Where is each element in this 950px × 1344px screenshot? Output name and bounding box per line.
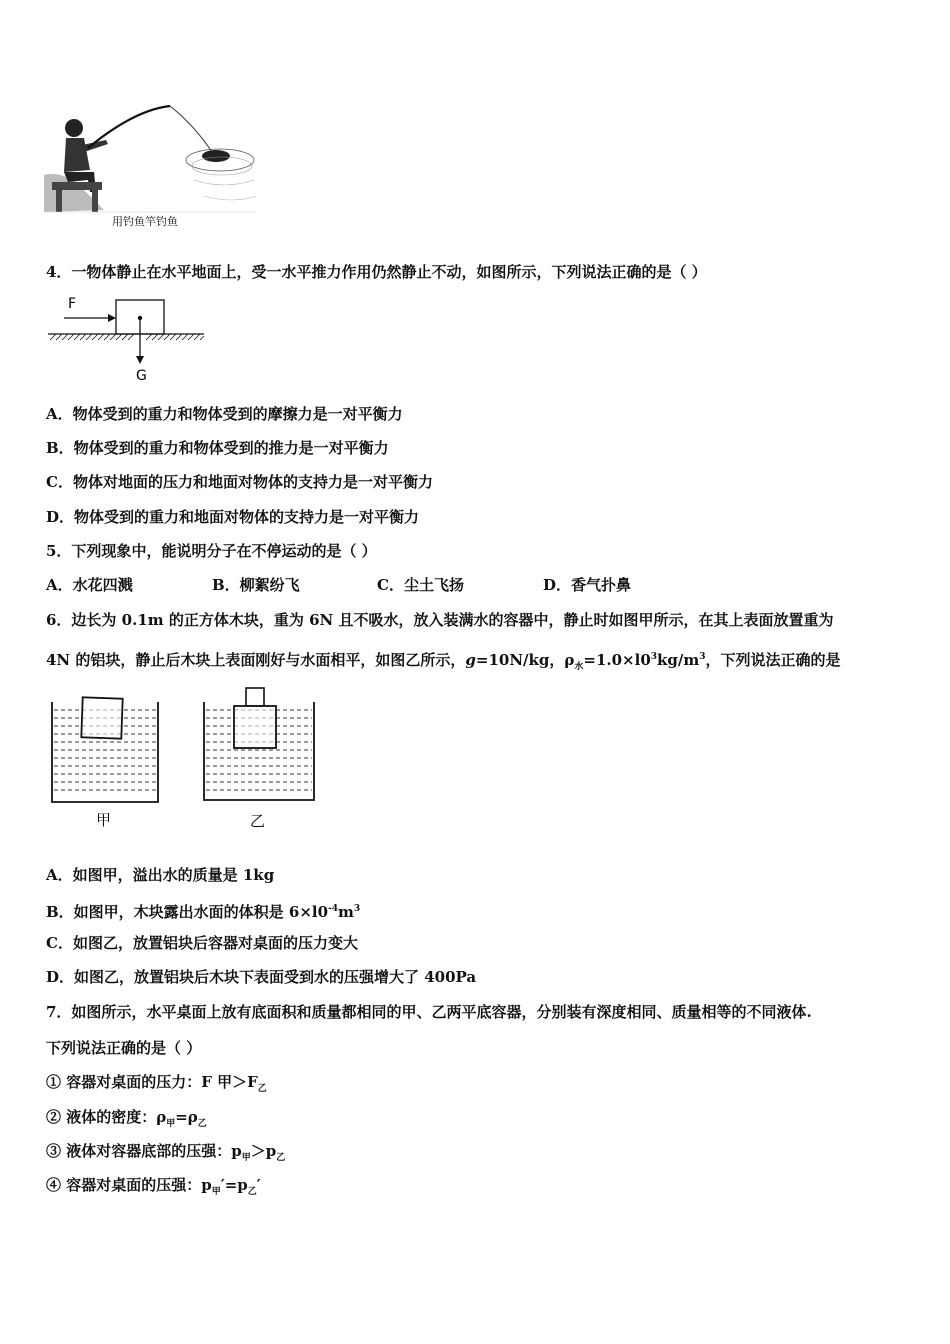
aluminum-block-yi — [246, 688, 264, 706]
q7-statement-2 — [46, 1107, 207, 1134]
label-jia: 甲 — [96, 811, 112, 829]
q6-stem-text-c: =1.0×l0 — [583, 651, 651, 669]
q6-option-d: D．如图乙，放置铝块后木块下表面受到水的压强增大了 400Pa — [46, 968, 477, 986]
q6-stem-text-b: =10N/kg，ρ — [475, 651, 575, 669]
q7-s3-mid: ＞p — [250, 1142, 277, 1160]
wood-block-jia — [81, 697, 122, 738]
q6-stem-text-d: kg/m — [657, 651, 700, 669]
unit-exponent: 3 — [699, 652, 706, 662]
q7-s1-sub: 乙 — [257, 1084, 267, 1094]
q7-s3-sub1: 甲 — [241, 1153, 251, 1163]
q6-option-b-unit: m — [338, 903, 354, 921]
q7-statement-1 — [46, 1072, 267, 1099]
q5-option-b: B．柳絮纷飞 — [212, 576, 300, 594]
q6-option-b-text: B．如图甲，木块露出水面的体积是 6×l0 — [46, 903, 329, 921]
q4-figure — [46, 290, 216, 385]
wood-block-yi — [234, 706, 276, 748]
gravity-g-label: G — [136, 368, 147, 384]
q7-s1-text: ① 容器对桌面的压力：F 甲＞F — [46, 1073, 258, 1091]
q7-stem-line1: 7．如图所示，水平桌面上放有底面积和质量都相同的甲、乙两平底容器，分别装有深度相同、质量相等的不同液体. — [46, 1003, 812, 1021]
fishing-caption: 用钓鱼竿钓鱼 — [112, 215, 178, 228]
q6-stem-text-e: ，下列说法正确的是 — [705, 651, 841, 669]
q6-option-b — [46, 899, 360, 922]
q7-statement-3 — [46, 1141, 285, 1168]
q7-stem-line2: 下列说法正确的是（ ） — [46, 1039, 202, 1057]
q7-s2-sub2: 乙 — [197, 1119, 207, 1129]
q7-s2-mid: =ρ — [175, 1108, 198, 1126]
q6-option-c: C．如图乙，放置铝块后容器对桌面的压力变大 — [46, 934, 358, 952]
q6-stem-text-a: 4N 的铝块，静止后木块上表面刚好与水面相平，如图乙所示， — [46, 651, 466, 669]
q7-s2-text: ② 液体的密度：ρ — [46, 1108, 167, 1126]
q6-option-a: A．如图甲，溢出水的质量是 1kg — [46, 866, 275, 884]
q5-option-c: C．尘土飞扬 — [377, 576, 464, 594]
rho-exponent: 3 — [650, 652, 658, 662]
q7-s4-mid: ′=p — [220, 1176, 248, 1194]
q7-s4-text: ④ 容器对桌面的压强：p — [46, 1176, 212, 1194]
q7-statement-4 — [46, 1175, 261, 1202]
q5-option-a: A．水花四溅 — [46, 576, 133, 594]
q7-s3-sub2: 乙 — [276, 1153, 286, 1163]
g-symbol: g — [465, 651, 476, 669]
q6-figure-jia — [46, 690, 166, 835]
q7-s3-text: ③ 液体对容器底部的压强：p — [46, 1142, 242, 1160]
force-f-label: F — [68, 296, 77, 312]
q7-s4-sub1: 甲 — [211, 1187, 221, 1197]
fishing-figure — [44, 100, 256, 232]
q4-option-d: D．物体受到的重力和地面对物体的支持力是一对平衡力 — [46, 508, 420, 526]
q6-figure-yi — [198, 684, 322, 834]
q6-option-b-unit-exponent: 3 — [353, 904, 361, 914]
q5-stem: 5．下列现象中，能说明分子在不停运动的是（ ） — [46, 542, 377, 560]
q5-option-d: D．香气扑鼻 — [543, 576, 632, 594]
label-yi: 乙 — [250, 812, 266, 830]
q4-option-a: A．物体受到的重力和物体受到的摩擦力是一对平衡力 — [46, 405, 403, 423]
rho-subscript: 水 — [574, 662, 584, 672]
q7-s4-end: ′ — [256, 1176, 261, 1194]
q4-option-c: C．物体对地面的压力和地面对物体的支持力是一对平衡力 — [46, 473, 433, 491]
q4-stem: 4．一物体静止在水平地面上，受一水平推力作用仍然静止不动，如图所示，下列说法正确的是（ ） — [46, 263, 707, 281]
q6-stem-line1: 6．边长为 0.1m 的正方体木块，重为 6N 且不吸水，放入装满水的容器中，静止时如图甲所示，在其上表面放置重为 — [46, 611, 834, 629]
q6-option-b-exponent: -4 — [328, 904, 339, 914]
q6-stem-line2 — [46, 647, 841, 677]
q7-s4-sub2: 乙 — [247, 1187, 257, 1197]
q4-option-b: B．物体受到的重力和物体受到的推力是一对平衡力 — [46, 439, 389, 457]
q7-s2-sub1: 甲 — [166, 1119, 176, 1129]
